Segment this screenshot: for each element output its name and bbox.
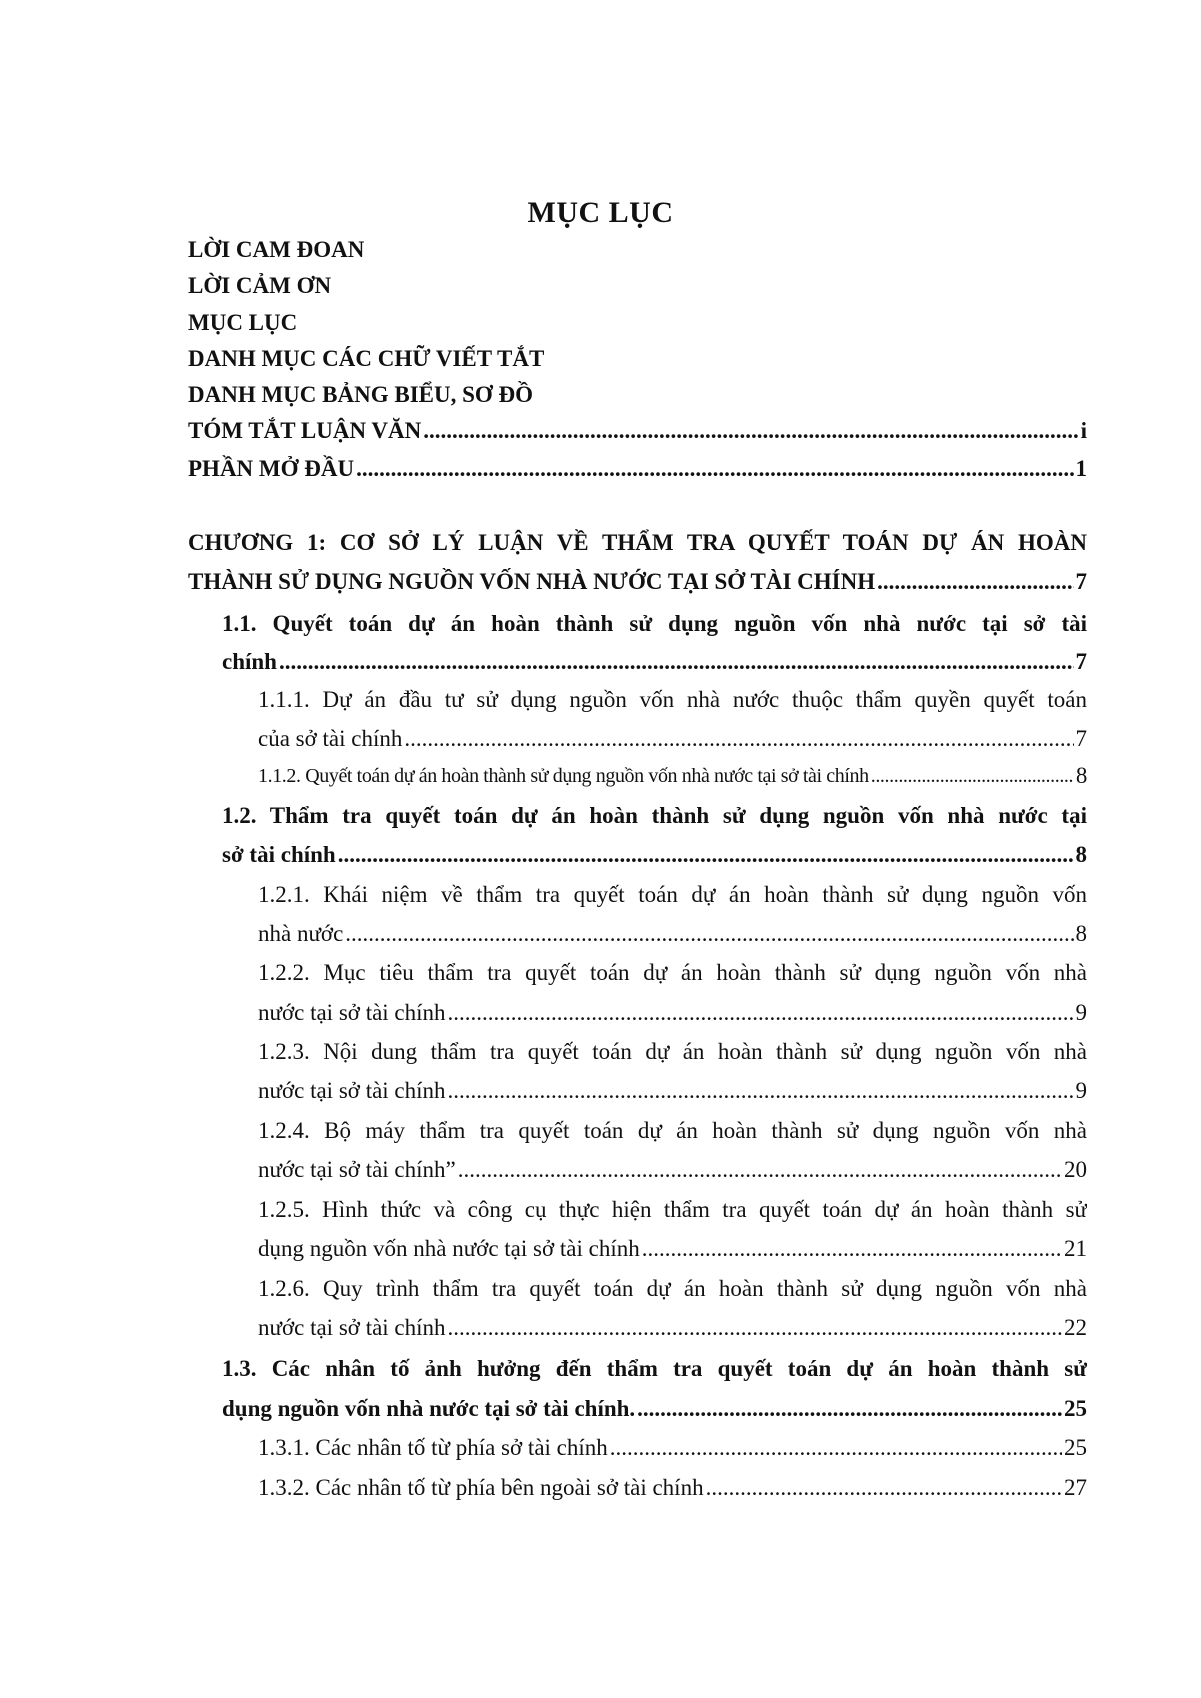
leader-dots <box>404 726 1073 752</box>
toc-entry-label: nước tại sở tài chính” <box>258 1157 456 1182</box>
leader-dots <box>642 1236 1062 1262</box>
leader-dots <box>279 649 1074 675</box>
toc-entry-label: 1.2.6. Quy trình thẩm tra quyết toán dự án hoàn thành sử dụng nguồn vốn nhà <box>258 1276 1087 1301</box>
page-number: 9 <box>1075 1000 1087 1025</box>
toc-entry[interactable] <box>258 1230 1087 1268</box>
page-number: 7 <box>1075 649 1087 674</box>
toc-entry-label: 1.2. Thẩm tra quyết toán dự án hoàn thành sử dụng nguồn vốn nhà nước tại <box>222 803 1087 828</box>
leader-dots <box>610 1435 1062 1461</box>
toc-entry[interactable] <box>258 994 1087 1032</box>
page-number: 7 <box>1075 569 1087 594</box>
toc-entry-label: 1.2.2. Mục tiêu thẩm tra quyết toán dự án hoàn thành sử dụng nguồn vốn nhà <box>258 960 1087 985</box>
page-number: 25 <box>1064 1396 1087 1421</box>
toc-entry[interactable] <box>222 1390 1087 1428</box>
toc-entry[interactable] <box>222 643 1087 681</box>
toc-entry-line1[interactable] <box>188 524 1087 562</box>
toc-entry[interactable] <box>258 1072 1087 1110</box>
page-number: 8 <box>1075 842 1087 867</box>
toc-entry-label: nước tại sở tài chính <box>258 1000 446 1025</box>
leader-dots <box>345 921 1073 947</box>
toc-entry[interactable] <box>258 1429 1087 1467</box>
toc-entry-line1[interactable] <box>258 1270 1087 1308</box>
page-number: 8 <box>1075 921 1087 946</box>
page-number: i <box>1080 418 1087 443</box>
toc-entry-label: 1.1.1. Dự án đầu tư sử dụng nguồn vốn nhà nước thuộc thẩm quyền quyết toán <box>258 687 1087 712</box>
toc-entry-label: 1.2.5. Hình thức và công cụ thực hiện thẩm tra quyết toán dự án hoàn thành sử <box>258 1197 1087 1222</box>
toc-entry[interactable] <box>258 1151 1087 1189</box>
toc-entry-label: DANH MỤC CÁC CHỮ VIẾT TẮT <box>188 346 545 371</box>
toc-entry-line1[interactable] <box>222 797 1087 835</box>
leader-dots <box>637 1396 1062 1422</box>
toc-entry-label: THÀNH SỬ DỤNG NGUỒN VỐN NHÀ NƯỚC TẠI SỞ TÀI CHÍNH <box>188 569 876 594</box>
toc-entry-label: 1.3.1. Các nhân tố từ phía sở tài chính <box>258 1435 608 1460</box>
toc-entry-label: 1.3.2. Các nhân tố từ phía bên ngoài sở tài chính <box>258 1475 704 1500</box>
toc-entry-label: dụng nguồn vốn nhà nước tại sở tài chính <box>258 1236 640 1261</box>
toc-entry[interactable] <box>258 915 1087 953</box>
toc-entry[interactable] <box>188 267 331 305</box>
page-number: 21 <box>1064 1236 1087 1261</box>
page-number: 25 <box>1064 1435 1087 1460</box>
toc-entry[interactable] <box>188 340 544 378</box>
toc-entry-label: CHƯƠNG 1: CƠ SỞ LÝ LUẬN VỀ THẨM TRA QUYẾT TOÁN DỰ ÁN HOÀN <box>188 530 1087 555</box>
leader-dots <box>448 1315 1062 1341</box>
toc-entry-label: của sở tài chính <box>258 726 403 751</box>
toc-entry-label: chính <box>222 649 277 674</box>
toc-entry-label: PHẦN MỞ ĐẦU <box>188 456 355 481</box>
toc-entry-label: nước tại sở tài chính <box>258 1078 446 1103</box>
leader-dots <box>338 842 1074 868</box>
toc-entry[interactable] <box>258 757 1087 795</box>
leader-dots <box>423 418 1078 444</box>
toc-entry-label: 1.2.1. Khái niệm về thẩm tra quyết toán dự án hoàn thành sử dụng nguồn vốn <box>258 882 1087 907</box>
leader-dots <box>448 1078 1074 1104</box>
toc-entry[interactable] <box>258 1469 1087 1507</box>
toc-entry-label: 1.1.2. Quyết toán dự án hoàn thành sử dụng nguồn vốn nhà nước tại sở tài chính <box>258 764 869 787</box>
toc-entry-line1[interactable] <box>258 1033 1087 1071</box>
toc-entry[interactable] <box>258 1309 1087 1347</box>
toc-entry-line1[interactable] <box>222 605 1087 643</box>
toc-entry-label: sở tài chính <box>222 842 336 867</box>
toc-entry[interactable] <box>188 231 364 269</box>
toc-entry[interactable] <box>188 304 297 342</box>
page-number: 1 <box>1075 456 1087 481</box>
page-number: 22 <box>1064 1315 1087 1340</box>
leader-dots <box>877 569 1073 595</box>
toc-entry-label: 1.1. Quyết toán dự án hoàn thành sử dụng nguồn vốn nhà nước tại sở tài <box>222 611 1087 636</box>
toc-entry[interactable] <box>188 563 1087 601</box>
leader-dots <box>458 1157 1062 1183</box>
leader-dots <box>871 765 1074 788</box>
toc-entry[interactable] <box>222 836 1087 874</box>
toc-entry-label: nhà nước <box>258 921 344 946</box>
page-title: MỤC LỤC <box>527 196 674 229</box>
toc-entry-line1[interactable] <box>258 1112 1087 1150</box>
leader-dots <box>448 1000 1074 1026</box>
toc-entry-line1[interactable] <box>222 1350 1087 1388</box>
toc-entry-label: TÓM TẮT LUẬN VĂN <box>188 418 422 443</box>
toc-entry-label: 1.3. Các nhân tố ảnh hưởng đến thẩm tra quyết toán dự án hoàn thành sử <box>222 1356 1087 1381</box>
toc-entry-line1[interactable] <box>258 681 1087 719</box>
toc-entry-label: dụng nguồn vốn nhà nước tại sở tài chính. <box>222 1396 636 1421</box>
toc-entry-label: LỜI CAM ĐOAN <box>188 237 365 262</box>
toc-entry[interactable] <box>258 720 1087 758</box>
toc-entry[interactable] <box>188 376 533 414</box>
toc-entry-label: LỜI CẢM ƠN <box>188 273 332 298</box>
toc-entry-label: MỤC LỤC <box>188 310 298 335</box>
leader-dots <box>356 456 1073 482</box>
page-number: 27 <box>1064 1475 1087 1500</box>
page-number: 9 <box>1075 1078 1087 1103</box>
toc-entry-label: nước tại sở tài chính <box>258 1315 446 1340</box>
toc-entry-line1[interactable] <box>258 1191 1087 1229</box>
toc-entry[interactable] <box>188 450 1087 488</box>
toc-entry-label: DANH MỤC BẢNG BIỂU, SƠ ĐỒ <box>188 382 534 407</box>
toc-entry-line1[interactable] <box>258 876 1087 914</box>
leader-dots <box>706 1475 1062 1501</box>
toc-entry[interactable] <box>188 412 1087 450</box>
page-number: 20 <box>1064 1157 1087 1182</box>
page-number: 8 <box>1075 763 1087 788</box>
toc-entry-label: 1.2.4. Bộ máy thẩm tra quyết toán dự án hoàn thành sử dụng nguồn vốn nhà <box>258 1118 1087 1143</box>
toc-entry-label: 1.2.3. Nội dung thẩm tra quyết toán dự án hoàn thành sử dụng nguồn vốn nhà <box>258 1039 1087 1064</box>
toc-entry-line1[interactable] <box>258 954 1087 992</box>
page-number: 7 <box>1075 726 1087 751</box>
